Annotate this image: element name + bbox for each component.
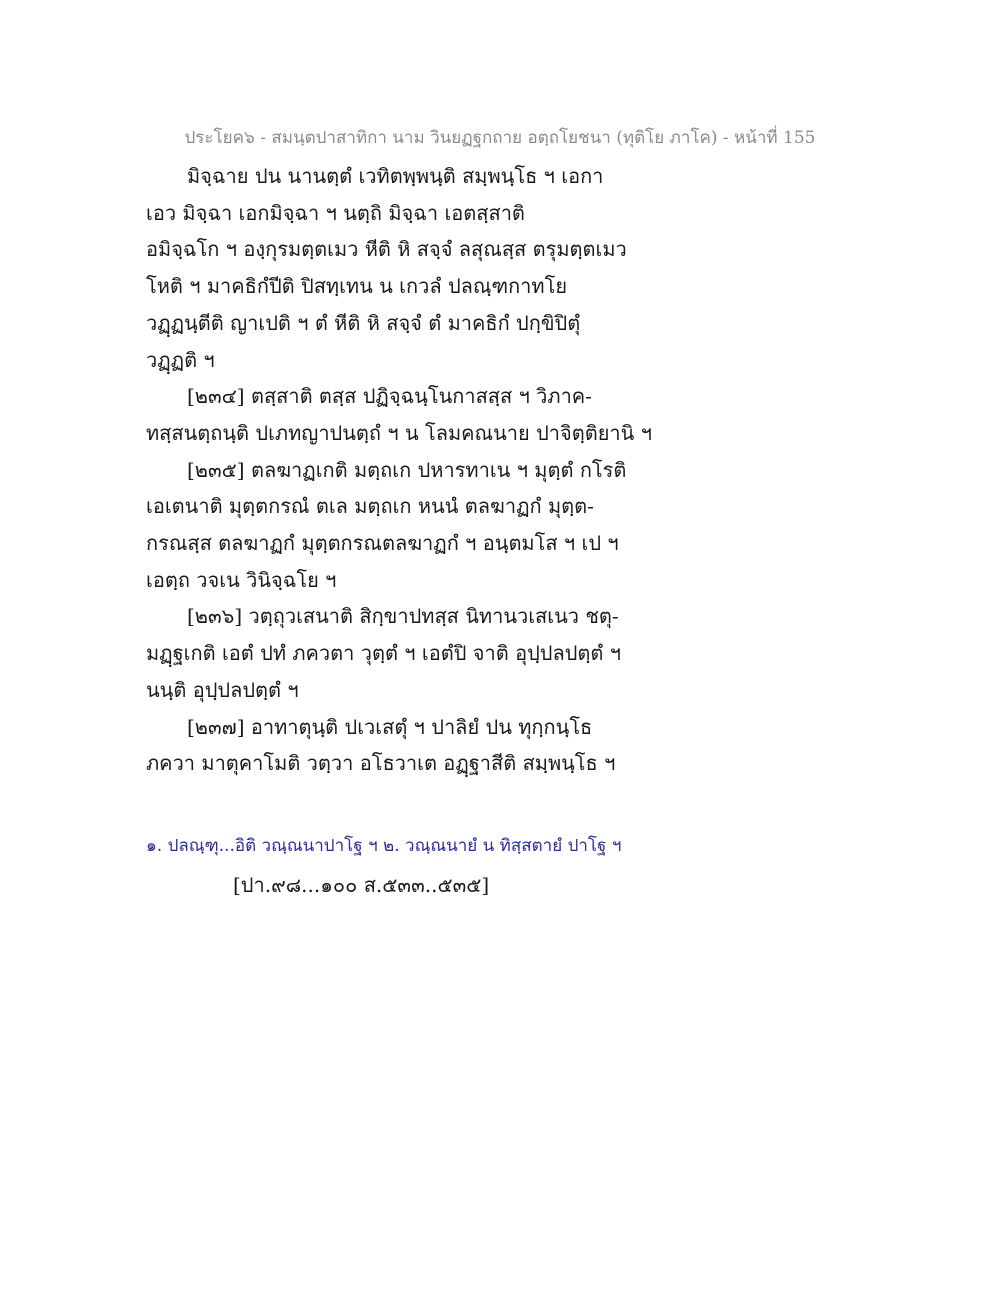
page-reference: [ปา.๙๘...๑๐๐ ส.๕๓๓..๕๓๕] [233,873,490,897]
text-line: นนฺติ อุปฺปลปตฺตํ ฯ [146,677,299,702]
text-line: วฏฺฏติ ฯ [146,347,215,372]
text-line: โหติ ฯ มาคธิกํปีติ ปิสทฺเทน น เกวลํ ปลณฺฑกาทโย [146,274,568,299]
text-line: [๒๓๗] อาทาตุนฺติ ปเวเสตุํ ฯ ปาลิยํ ปน ทุกฺกนฺโธ [187,714,593,739]
main-text [146,158,906,782]
text-line: ทสฺสนตฺถนฺติ ปเภทญาปนตฺถํ ฯ น โลมคณนาย ปาจิตฺติยานิ ฯ [146,420,652,445]
footnote-line: ๑. ปลณฺฑุ...อิติ วณฺณนาปาโฐ ฯ ๒. วณฺณนายํ น ทิสฺสตายํ ปาโฐ ฯ [146,836,622,856]
running-header: ประโยค๖ - สมนฺตปาสาทิกา นาม วินยฏฐกถาย อตฺถโยชนา (ทุติโย ภาโค) - หน้าที่ 155 [184,128,816,148]
text-line: เอว มิจฺฉา เอกมิจฺฉา ฯ นตฺถิ มิจฺฉา เอตสฺสาติ [146,200,525,225]
text-line: [๒๓๖] วตฺถุวเสนาติ สิกฺขาปทสฺส นิทานวเสเนว ชตุ- [187,604,619,629]
text-line: กรณสฺส ตลฆาฏกํ มุตฺตกรณตลฆาฏกํ ฯ อนฺตมโส ฯ เป ฯ [146,531,619,556]
text-line: [๒๓๔] ตสฺสาติ ตสฺส ปฏิจฺฉนฺโนกาสสฺส ฯ วิภาค- [187,384,592,409]
text-line: [๒๓๕] ตลฆาฏเกติ มตฺถเก ปหารทาเน ฯ มุตฺตํ กโรติ [187,457,627,482]
text-line: เอตฺถ วจเน วินิจฺฉโย ฯ [146,567,337,592]
text-line: วฏฺฏนฺตีติ ญาเปติ ฯ ตํ หีติ หิ สจฺจํ ตํ มาคธิกํ ปกฺขิปิตุํ [146,310,581,335]
text-line: ภควา มาตุคาโมติ วตฺวา อโธวาเต อฏฺฐาสีติ สมฺพนฺโธ ฯ [146,751,616,776]
text-line: มิจฺฉาย ปน นานตฺตํ เวทิตพฺพนฺติ สมฺพนฺโธ ฯ เอกา [187,164,604,188]
footnotes [146,833,906,859]
text-line: เอเตนาติ มุตฺตกรณํ ตเล มตฺถเก หนนํ ตลฆาฏกํ มุตฺต- [146,494,594,519]
text-line: อมิจฺฉโก ฯ องฺกุรมตฺตเมว หีติ หิ สจฺจํ ลสุณสฺส ตรุมตฺตเมว [146,237,627,262]
text-line: มฏฺฐเกติ เอตํ ปทํ ภควตา วุตฺตํ ฯ เอตํปิ จาติ อุปฺปลปตฺตํ ฯ [146,641,621,666]
